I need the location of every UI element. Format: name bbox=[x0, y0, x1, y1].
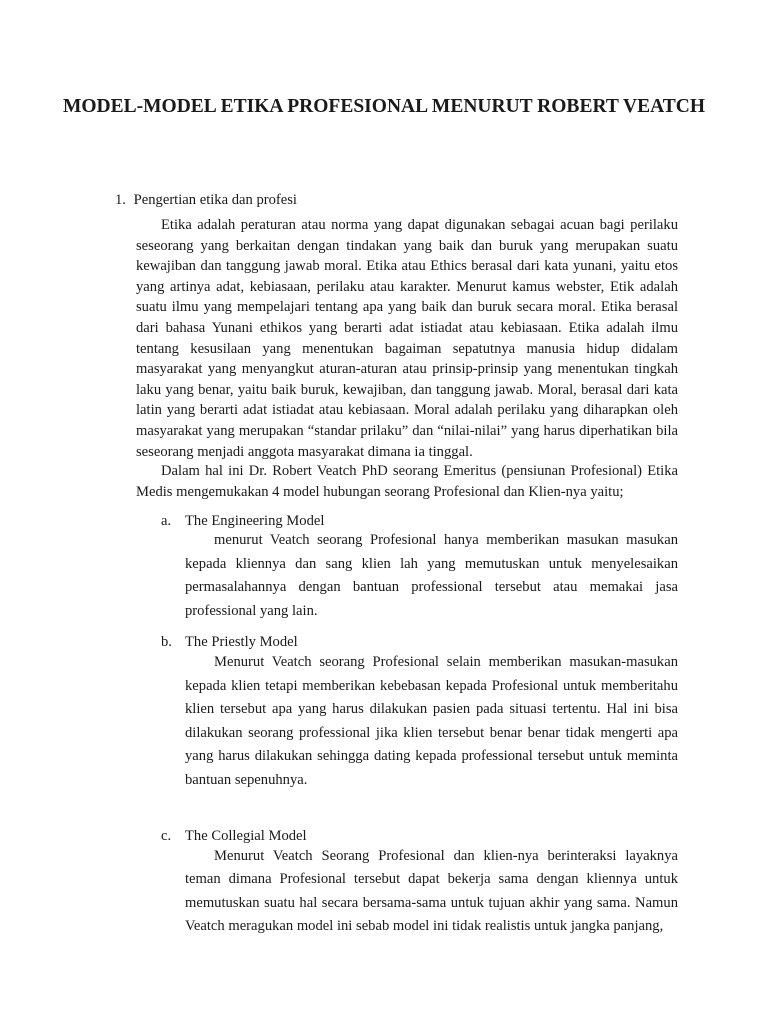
model-b-letter: b. bbox=[161, 634, 172, 650]
model-c-name: The Collegial Model bbox=[185, 828, 307, 844]
model-a-text: menurut Veatch seorang Profesional hanya memberikan masukan masukan kepada kliennya dan sang klien lah yang memutuskan untuk menyelesaikan permasalahannya dengan bantuan professional tersebut atau memakai jasa professional yang lain. bbox=[185, 532, 678, 619]
model-a-heading bbox=[161, 511, 325, 531]
model-b-text: Menurut Veatch seorang Profesional selain memberikan masukan-masukan kepada klien tetapi memberikan kebebasan kepada Profesional untuk memberitahu klien tersebut apa yang harus dilakukan pasien pada situasi tertentu. Hal ini bisa dilakukan seorang professional jika klien tersebut benar benar tidak mengerti apa yang harus dilakukan sehingga dating kepada professional tersebut untuk meminta bantuan sepenuhnya. bbox=[185, 654, 678, 788]
model-c-heading bbox=[161, 826, 307, 846]
model-b-name: The Priestly Model bbox=[185, 634, 298, 650]
section-1-paragraph-2: Dalam hal ini Dr. Robert Veatch PhD seorang Emeritus (pensiunan Profesional) Etika Medis mengemukakan 4 model hubungan seorang Profesional dan Klien-nya yaitu; bbox=[136, 463, 678, 500]
section-1-heading bbox=[115, 190, 297, 210]
section-1-heading-text: Pengertian etika dan profesi bbox=[133, 192, 297, 208]
model-c-letter: c. bbox=[161, 828, 172, 844]
document-title: MODEL-MODEL ETIKA PROFESIONAL MENURUT ROBERT VEATCH bbox=[62, 96, 705, 117]
section-1-number: 1. bbox=[115, 192, 126, 208]
model-c-text: Menurut Veatch Seorang Profesional dan klien-nya berinteraksi layaknya teman dimana Profesional tersebut dapat bekerja sama dengan kliennya untuk memutuskan suatu hal secara bersama-sama untuk tujuan akhir yang sama. Namun Veatch meragukan model ini sebab model ini tidak realistis untuk jangka panjang, bbox=[185, 848, 678, 934]
section-1-paragraph-1: Etika adalah peraturan atau norma yang dapat digunakan sebagai acuan bagi perilaku seseorang yang berkaitan dengan tindakan yang baik dan buruk yang merupakan suatu kewajiban dan tanggung jawab moral. Etika atau Ethics berasal dari kata yunani, yaitu etos yang artinya adat, kebiasaan, perilaku atau karakter. Menurut kamus webster, Etik adalah suatu ilmu yang mempelajari tentang apa yang baik dan buruk secara moral. Etika berasal dari bahasa Yunani ethikos yang berarti adat istiadat atau kebiasaan. Etika adalah ilmu tentang kesusilaan yang menentukan bagaiman sepatutnya manusia hidup didalam masyarakat yang menyangkut aturan-aturan atau prinsip-prinsip yang menentukan tingkah laku yang benar, yaitu baik buruk, kewajiban, dan tanggung jawab. Moral, berasal dari kata latin yang berarti adat istiadat atau kebiasaan. Moral adalah perilaku yang diharapkan oleh masyarakat yang merupakan “standar prilaku” dan “nilai-nilai” yang harus diperhatikan bila seseorang menjadi anggota masyarakat dimana ia tinggal. bbox=[136, 217, 678, 460]
model-a-letter: a. bbox=[161, 513, 172, 529]
model-b-heading bbox=[161, 632, 298, 652]
model-a-name: The Engineering Model bbox=[185, 513, 325, 529]
